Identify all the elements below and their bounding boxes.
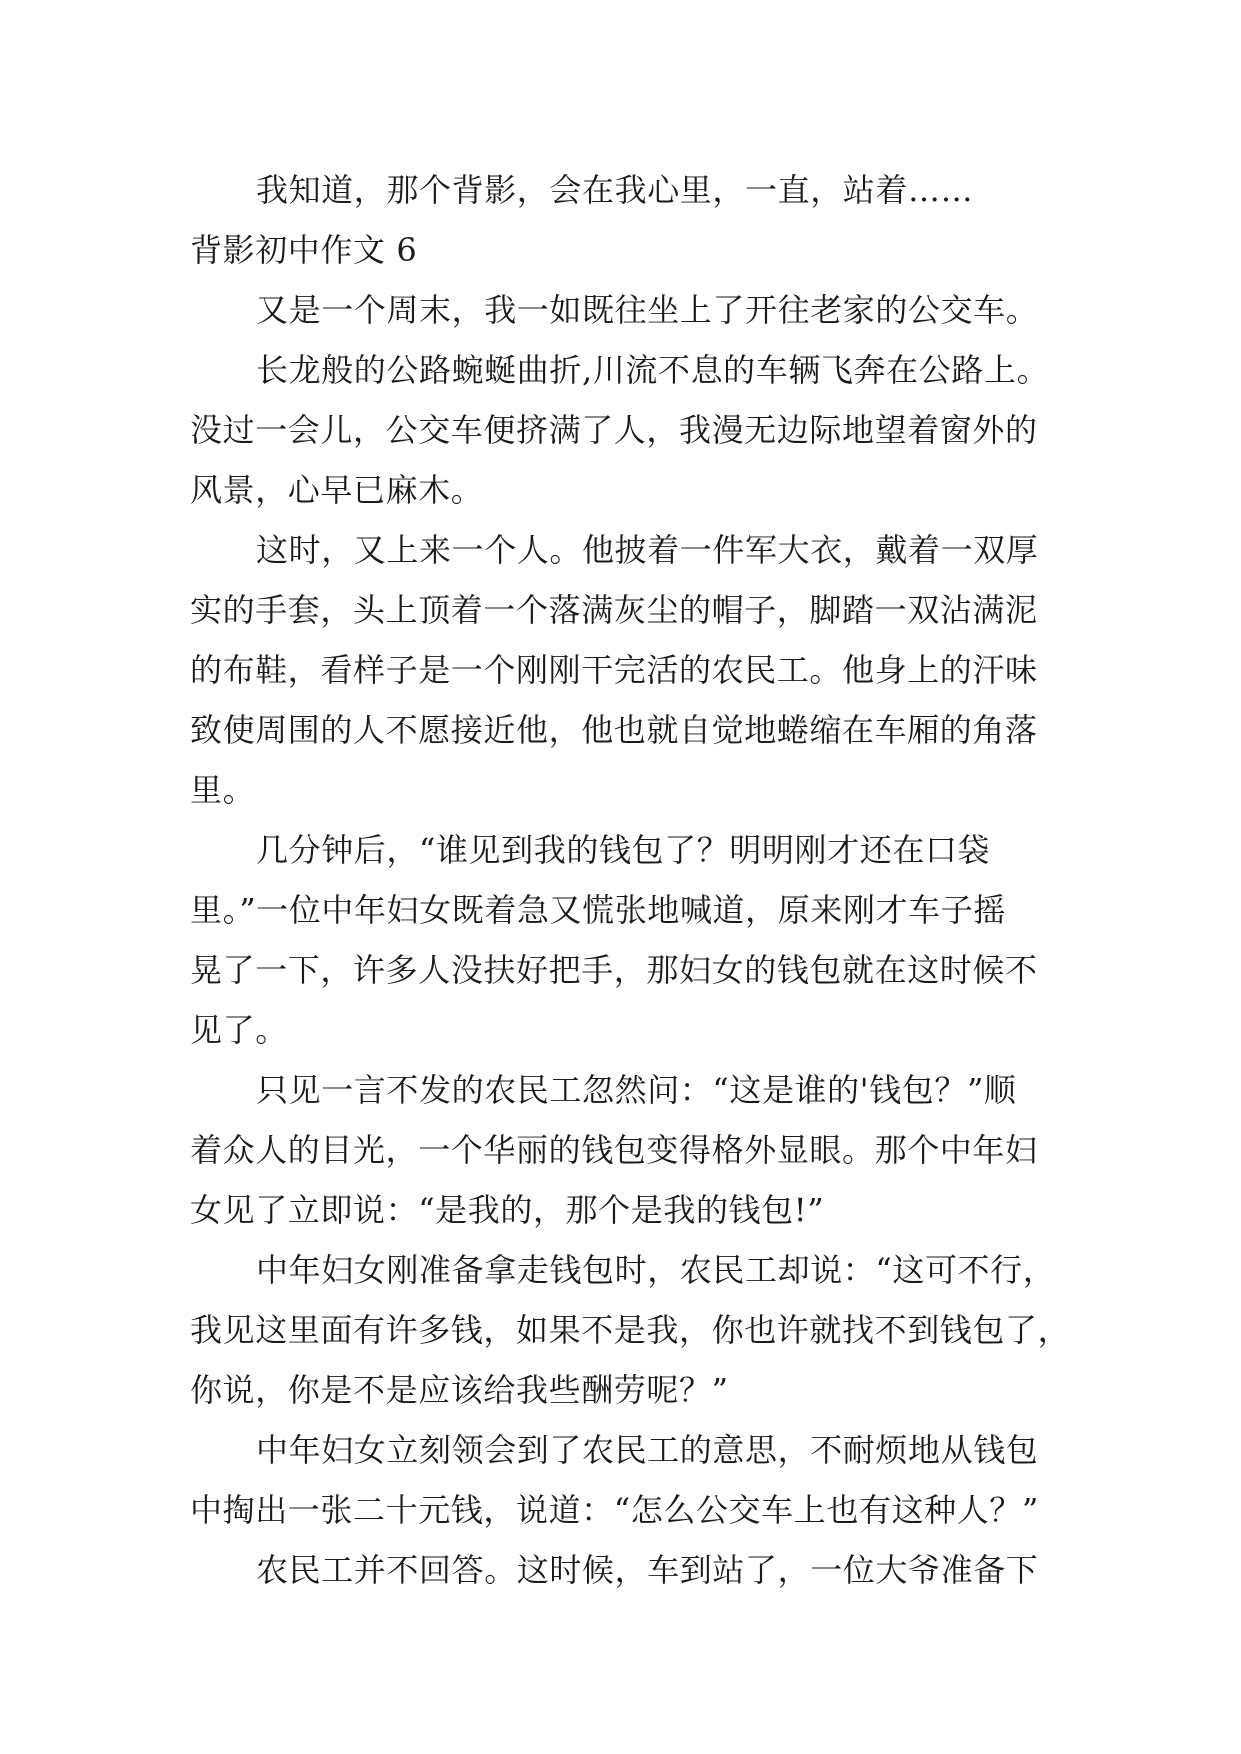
paragraph-line: 又是一个周末，我一如既往坐上了开往老家的公交车。 — [256, 291, 1039, 329]
paragraph-line: 女见了立即说：“是我的，那个是我的钱包!” — [190, 1191, 825, 1229]
paragraph-line: 的布鞋，看样子是一个刚刚干完活的农民工。他身上的汗味 — [190, 651, 1038, 689]
paragraph-line: 我见这里面有许多钱，如果不是我，你也许就找不到钱包了， — [190, 1311, 1071, 1349]
paragraph-line: 中年妇女立刻领会到了农民工的意思，不耐烦地从钱包 — [256, 1431, 1039, 1469]
paragraph-line: 只见一言不发的农民工忽然问：“这是谁的'钱包？”顺 — [256, 1071, 1017, 1109]
paragraph-line: 几分钟后，“谁见到我的钱包了？明明刚才还在口袋 — [256, 831, 991, 869]
section-heading: 背影初中作文 6 — [190, 231, 418, 269]
paragraph-line: 见了。 — [190, 1011, 288, 1049]
paragraph-line: 这时，又上来一个人。他披着一件军大衣，戴着一双厚 — [256, 531, 1039, 569]
paragraph-line: 我知道，那个背影，会在我心里，一直，站着…… — [256, 171, 974, 209]
paragraph-line: 着众人的目光，一个华丽的钱包变得格外显眼。那个中年妇 — [190, 1131, 1038, 1169]
document-body — [190, 160, 1070, 1600]
paragraph-line: 实的手套，头上顶着一个落满灰尘的帽子，脚踏一双沾满泥 — [190, 591, 1038, 629]
paragraph-line: 农民工并不回答。这时候，车到站了，一位大爷准备下 — [256, 1551, 1039, 1589]
paragraph-line: 长龙般的公路蜿蜒曲折,川流不息的车辆飞奔在公路上。 — [256, 351, 1050, 389]
paragraph-line: 里。 — [190, 771, 256, 809]
paragraph-line: 你说，你是不是应该给我些酬劳呢？” — [190, 1371, 729, 1409]
paragraph-line: 里。”一位中年妇女既着急又慌张地喊道，原来刚才车子摇 — [190, 891, 1006, 929]
paragraph-line: 致使周围的人不愿接近他，他也就自觉地蜷缩在车厢的角落 — [190, 711, 1038, 749]
paragraph-line: 晃了一下，许多人没扶好把手，那妇女的钱包就在这时候不 — [190, 951, 1038, 989]
paragraph-line: 没过一会儿，公交车便挤满了人，我漫无边际地望着窗外的 — [190, 411, 1038, 449]
paragraph-line: 风景，心早已麻木。 — [190, 471, 484, 509]
paragraph-line: 中年妇女刚准备拿走钱包时，农民工却说：“这可不行， — [256, 1251, 1056, 1289]
paragraph-line: 中掏出一张二十元钱，说道：“怎么公交车上也有这种人？” — [190, 1491, 1039, 1529]
